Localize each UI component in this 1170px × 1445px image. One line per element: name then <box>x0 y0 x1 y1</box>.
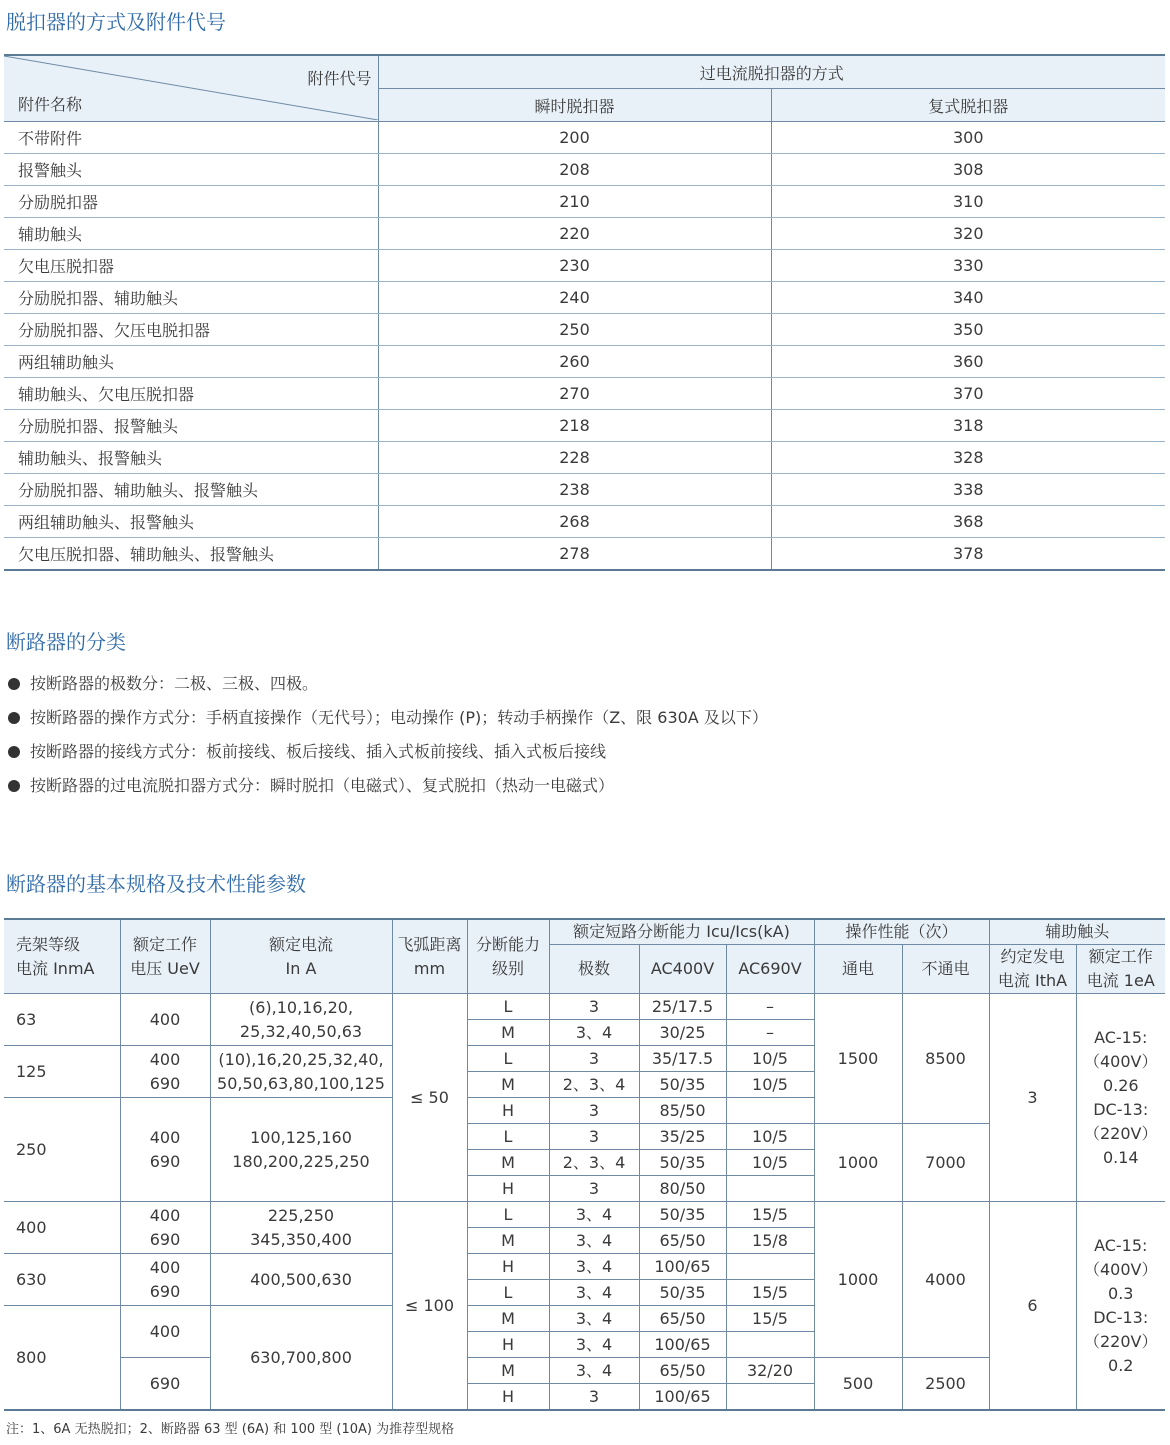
operations-energized: 1500 <box>814 994 902 1124</box>
capacity-ac690v: 15/8 <box>726 1228 814 1254</box>
rated-voltage: 400 690 <box>120 1202 210 1254</box>
arc-distance: ≤ 100 <box>392 1202 467 1411</box>
table-row <box>4 346 1165 378</box>
table-row <box>4 218 1165 250</box>
header-overcurrent-mode: 过电流脱扣器的方式 <box>378 55 1165 89</box>
breaking-level: H <box>467 1176 549 1202</box>
breaking-level: H <box>467 1384 549 1411</box>
accessory-name: 辅助触头、报警触头 <box>4 442 378 474</box>
capacity-ac400v: 50/35 <box>639 1150 726 1176</box>
capacity-ac690v: – <box>726 994 814 1020</box>
instant-trip-code: 270 <box>378 378 771 410</box>
capacity-ac400v: 30/25 <box>639 1020 726 1046</box>
poles: 3 <box>549 1124 639 1150</box>
poles: 2、3、4 <box>549 1072 639 1098</box>
compound-trip-code: 308 <box>771 154 1165 186</box>
capacity-ac400v: 65/50 <box>639 1228 726 1254</box>
header-operation-performance: 操作性能（次） <box>814 919 989 945</box>
list-item <box>6 774 768 808</box>
instant-trip-code: 220 <box>378 218 771 250</box>
frame-current: 250 <box>4 1098 120 1202</box>
capacity-ac690v <box>726 1254 814 1280</box>
compound-trip-code: 340 <box>771 282 1165 314</box>
accessory-name: 两组辅助触头 <box>4 346 378 378</box>
poles: 3、4 <box>549 1280 639 1306</box>
compound-trip-code: 350 <box>771 314 1165 346</box>
header-rated-voltage: 额定工作 电压 UeV <box>120 919 210 994</box>
compound-trip-code: 318 <box>771 410 1165 442</box>
rated-voltage: 400 690 <box>120 1046 210 1098</box>
breaking-level: M <box>467 1020 549 1046</box>
rated-working-current: AC-15: （400V） 0.26 DC-13: （220V） 0.14 <box>1076 994 1165 1202</box>
poles: 3、4 <box>549 1332 639 1358</box>
rated-current: 100,125,160 180,200,225,250 <box>210 1098 392 1202</box>
poles: 3 <box>549 1098 639 1124</box>
header-rated-working-current: 额定工作 电流 1eA <box>1076 945 1165 994</box>
accessory-name: 分励脱扣器、欠压电脱扣器 <box>4 314 378 346</box>
operations-energized: 500 <box>814 1358 902 1411</box>
accessory-name: 报警触头 <box>4 154 378 186</box>
compound-trip-code: 378 <box>771 538 1165 571</box>
accessory-code-table <box>4 54 1165 571</box>
capacity-ac400v: 100/65 <box>639 1254 726 1280</box>
instant-trip-code: 210 <box>378 186 771 218</box>
header-accessory-code: 附件代号 <box>307 69 372 88</box>
table-row <box>4 250 1165 282</box>
header-energized: 通电 <box>814 945 902 994</box>
header-short-circuit-capacity: 额定短路分断能力 Icu/Ics(kA) <box>549 919 814 945</box>
compound-trip-code: 310 <box>771 186 1165 218</box>
breaking-level: L <box>467 1280 549 1306</box>
poles: 3 <box>549 1384 639 1411</box>
table-row <box>4 410 1165 442</box>
instant-trip-code: 278 <box>378 538 771 571</box>
accessory-name: 分励脱扣器 <box>4 186 378 218</box>
arc-distance: ≤ 50 <box>392 994 467 1202</box>
instant-trip-code: 238 <box>378 474 771 506</box>
compound-trip-code: 300 <box>771 122 1165 154</box>
poles: 3 <box>549 994 639 1020</box>
table-row <box>4 1202 1165 1228</box>
accessory-name: 分励脱扣器、辅助触头 <box>4 282 378 314</box>
list-item <box>6 672 768 706</box>
rated-voltage: 400 <box>120 994 210 1046</box>
instant-trip-code: 250 <box>378 314 771 346</box>
capacity-ac400v: 50/35 <box>639 1072 726 1098</box>
capacity-ac690v: 15/5 <box>726 1306 814 1332</box>
accessory-name: 两组辅助触头、报警触头 <box>4 506 378 538</box>
instant-trip-code: 260 <box>378 346 771 378</box>
table-row <box>4 994 1165 1020</box>
thermal-current: 3 <box>989 994 1076 1202</box>
bullet-icon <box>8 712 20 724</box>
compound-trip-code: 330 <box>771 250 1165 282</box>
breaking-level: H <box>467 1332 549 1358</box>
bullet-icon <box>8 746 20 758</box>
accessory-name: 分励脱扣器、辅助触头、报警触头 <box>4 474 378 506</box>
header-arc-distance: 飞弧距离 mm <box>392 919 467 994</box>
accessory-name: 不带附件 <box>4 122 378 154</box>
header-rated-current: 额定电流 In A <box>210 919 392 994</box>
thermal-current: 6 <box>989 1202 1076 1411</box>
instant-trip-code: 218 <box>378 410 771 442</box>
capacity-ac400v: 50/35 <box>639 1280 726 1306</box>
table-row <box>4 122 1165 154</box>
poles: 3、4 <box>549 1358 639 1384</box>
capacity-ac690v <box>726 1384 814 1411</box>
bullet-text: 按断路器的操作方式分：手柄直接操作（无代号）；电动操作 (P)；转动手柄操作（Z、限 630A 及以下） <box>30 708 768 727</box>
instant-trip-code: 230 <box>378 250 771 282</box>
frame-current: 800 <box>4 1306 120 1411</box>
capacity-ac400v: 50/35 <box>639 1202 726 1228</box>
breaking-level: H <box>467 1254 549 1280</box>
rated-current: 630,700,800 <box>210 1306 392 1411</box>
instant-trip-code: 228 <box>378 442 771 474</box>
section-title-trip-units: 脱扣器的方式及附件代号 <box>6 10 226 34</box>
breaking-level: L <box>467 994 549 1020</box>
accessory-name: 欠电压脱扣器 <box>4 250 378 282</box>
rated-current: 225,250 345,350,400 <box>210 1202 392 1254</box>
capacity-ac690v: – <box>726 1020 814 1046</box>
operations-not-energized: 4000 <box>902 1202 989 1358</box>
instant-trip-code: 208 <box>378 154 771 186</box>
table-row <box>4 538 1165 571</box>
capacity-ac690v: 15/5 <box>726 1280 814 1306</box>
header-thermal-current: 约定发电 电流 IthA <box>989 945 1076 994</box>
poles: 3、4 <box>549 1202 639 1228</box>
frame-current: 630 <box>4 1254 120 1306</box>
specs-table <box>4 918 1165 1411</box>
header-ac690v: AC690V <box>726 945 814 994</box>
poles: 3 <box>549 1176 639 1202</box>
capacity-ac690v: 10/5 <box>726 1072 814 1098</box>
capacity-ac400v: 35/17.5 <box>639 1046 726 1072</box>
operations-not-energized: 2500 <box>902 1358 989 1411</box>
breaking-level: M <box>467 1072 549 1098</box>
table-row <box>4 314 1165 346</box>
poles: 3、4 <box>549 1306 639 1332</box>
breaking-level: L <box>467 1046 549 1072</box>
rated-voltage: 400 690 <box>120 1254 210 1306</box>
capacity-ac690v: 10/5 <box>726 1046 814 1072</box>
capacity-ac400v: 85/50 <box>639 1098 726 1124</box>
accessory-name: 辅助触头 <box>4 218 378 250</box>
capacity-ac400v: 65/50 <box>639 1306 726 1332</box>
footnote: 注：1、6A 无热脱扣；2、断路器 63 型 (6A) 和 100 型 (10A) 为推荐型规格 <box>6 1422 455 1437</box>
capacity-ac400v: 80/50 <box>639 1176 726 1202</box>
header-not-energized: 不通电 <box>902 945 989 994</box>
header-aux-contact: 辅助触头 <box>989 919 1165 945</box>
table-row <box>4 506 1165 538</box>
instant-trip-code: 240 <box>378 282 771 314</box>
rated-working-current: AC-15: （400V） 0.3 DC-13: （220V） 0.2 <box>1076 1202 1165 1411</box>
header-instant-trip: 瞬时脱扣器 <box>378 89 771 122</box>
breaking-level: L <box>467 1124 549 1150</box>
rated-voltage: 690 <box>120 1358 210 1411</box>
header-poles: 极数 <box>549 945 639 994</box>
header-compound-trip: 复式脱扣器 <box>771 89 1165 122</box>
capacity-ac690v: 10/5 <box>726 1150 814 1176</box>
instant-trip-code: 200 <box>378 122 771 154</box>
breaking-level: M <box>467 1358 549 1384</box>
breaking-level: M <box>467 1306 549 1332</box>
poles: 3、4 <box>549 1020 639 1046</box>
poles: 3、4 <box>549 1254 639 1280</box>
section-title-specs: 断路器的基本规格及技术性能参数 <box>6 872 306 896</box>
capacity-ac690v: 15/5 <box>726 1202 814 1228</box>
capacity-ac690v: 32/20 <box>726 1358 814 1384</box>
classification-list <box>6 672 768 808</box>
header-accessory-name: 附件名称 <box>18 95 83 114</box>
breaking-level: L <box>467 1202 549 1228</box>
header-breaking-level: 分断能力 级别 <box>467 919 549 994</box>
list-item <box>6 740 768 774</box>
bullet-text: 按断路器的接线方式分：板前接线、板后接线、插入式板前接线、插入式板后接线 <box>30 742 607 761</box>
section-title-classification: 断路器的分类 <box>6 630 126 654</box>
capacity-ac690v <box>726 1332 814 1358</box>
capacity-ac690v: 10/5 <box>726 1124 814 1150</box>
bullet-icon <box>8 780 20 792</box>
capacity-ac690v <box>726 1176 814 1202</box>
table-row <box>4 282 1165 314</box>
poles: 3、4 <box>549 1228 639 1254</box>
operations-not-energized: 8500 <box>902 994 989 1124</box>
capacity-ac400v: 35/25 <box>639 1124 726 1150</box>
accessory-name: 辅助触头、欠电压脱扣器 <box>4 378 378 410</box>
rated-current: 400,500,630 <box>210 1254 392 1306</box>
frame-current: 125 <box>4 1046 120 1098</box>
rated-current: (10),16,20,25,32,40, 50,50,63,80,100,125 <box>210 1046 392 1098</box>
accessory-name: 欠电压脱扣器、辅助触头、报警触头 <box>4 538 378 571</box>
capacity-ac690v <box>726 1098 814 1124</box>
rated-voltage: 400 <box>120 1306 210 1358</box>
bullet-text: 按断路器的极数分：二极、三极、四极。 <box>30 674 319 693</box>
table-row <box>4 154 1165 186</box>
rated-voltage: 400 690 <box>120 1098 210 1202</box>
capacity-ac400v: 25/17.5 <box>639 994 726 1020</box>
frame-current: 400 <box>4 1202 120 1254</box>
table-row <box>4 474 1165 506</box>
table-row <box>4 442 1165 474</box>
compound-trip-code: 370 <box>771 378 1165 410</box>
poles: 2、3、4 <box>549 1150 639 1176</box>
compound-trip-code: 338 <box>771 474 1165 506</box>
header-ac400v: AC400V <box>639 945 726 994</box>
frame-current: 63 <box>4 994 120 1046</box>
table-row <box>4 378 1165 410</box>
accessory-name: 分励脱扣器、报警触头 <box>4 410 378 442</box>
instant-trip-code: 268 <box>378 506 771 538</box>
bullet-icon <box>8 678 20 690</box>
compound-trip-code: 328 <box>771 442 1165 474</box>
operations-energized: 1000 <box>814 1202 902 1358</box>
breaking-level: M <box>467 1150 549 1176</box>
table-row <box>4 186 1165 218</box>
list-item <box>6 706 768 740</box>
capacity-ac400v: 100/65 <box>639 1384 726 1411</box>
compound-trip-code: 360 <box>771 346 1165 378</box>
compound-trip-code: 320 <box>771 218 1165 250</box>
operations-not-energized: 7000 <box>902 1124 989 1202</box>
capacity-ac400v: 65/50 <box>639 1358 726 1384</box>
bullet-text: 按断路器的过电流脱扣器方式分：瞬时脱扣（电磁式）、复式脱扣（热动一电磁式） <box>30 776 615 795</box>
compound-trip-code: 368 <box>771 506 1165 538</box>
breaking-level: M <box>467 1228 549 1254</box>
rated-current: (6),10,16,20, 25,32,40,50,63 <box>210 994 392 1046</box>
header-frame-current: 壳架等级 电流 InmA <box>4 919 120 994</box>
operations-energized: 1000 <box>814 1124 902 1202</box>
poles: 3 <box>549 1046 639 1072</box>
diagonal-header-cell <box>4 55 378 122</box>
breaking-level: H <box>467 1098 549 1124</box>
capacity-ac400v: 100/65 <box>639 1332 726 1358</box>
